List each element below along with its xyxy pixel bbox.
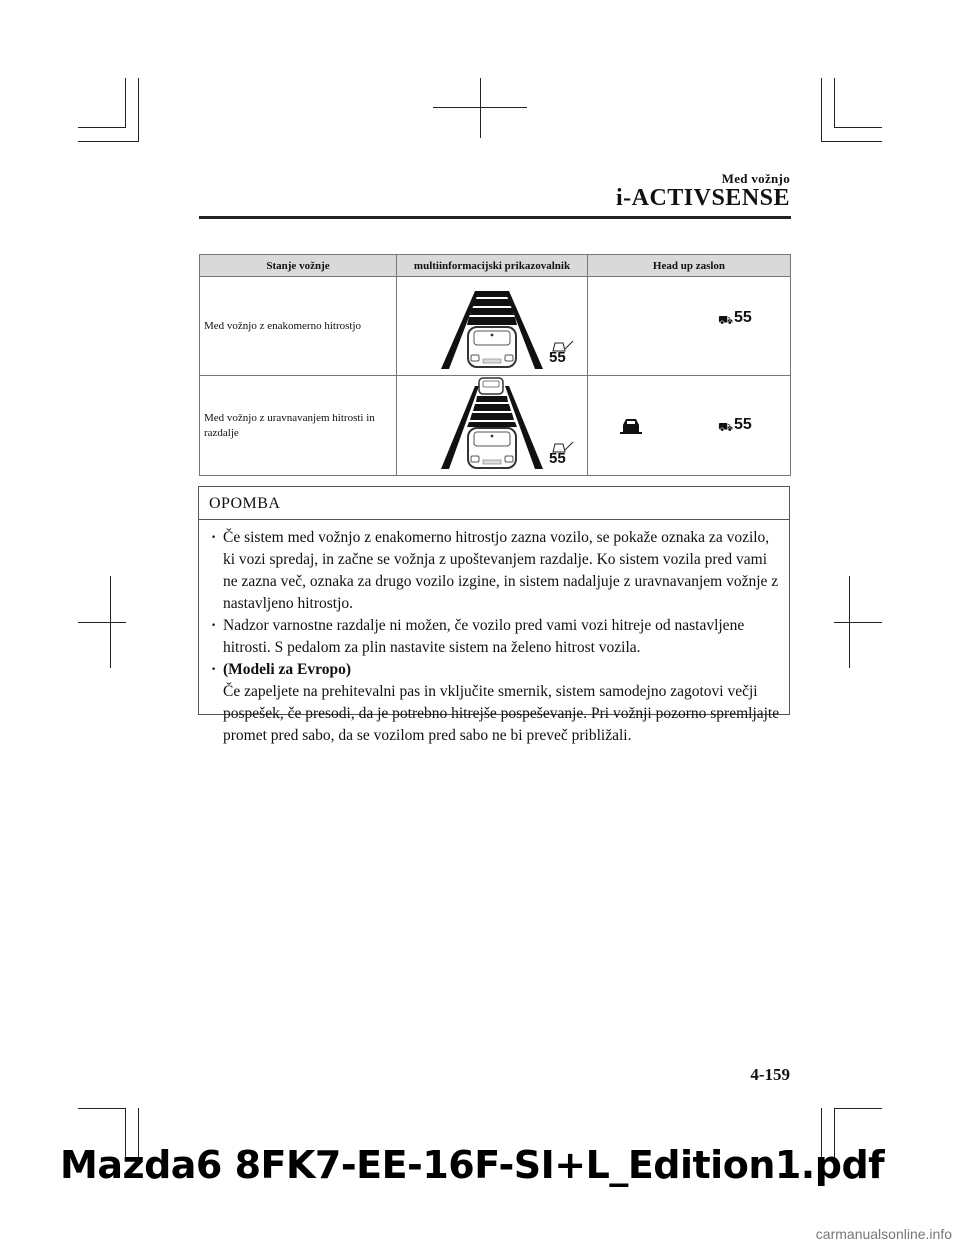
multi-info-display-illustration bbox=[397, 376, 588, 476]
crop-mark bbox=[78, 1108, 126, 1109]
cruise-icon: ⛟ bbox=[718, 420, 734, 434]
crop-mark bbox=[78, 622, 126, 623]
note-item-text: Če zapeljete na prehitevalni pas in vključite smernik, sistem samodejno zagotovi večji pospešek, če presodi, da je potrebno hitrejše pospeševanje. Pri vožnji pozorno spremljajte promet pred sabo, da se vozilom pred sabo ne bi preveč približali. bbox=[223, 683, 780, 744]
crop-mark bbox=[480, 78, 481, 138]
crop-mark bbox=[834, 1108, 882, 1109]
note-body bbox=[199, 520, 789, 747]
section-title: i-ACTIVSENSE bbox=[615, 185, 790, 211]
crop-mark bbox=[78, 141, 139, 142]
column-header: Head up zaslon bbox=[588, 255, 791, 277]
note-item: · Nadzor varnostne razdalje ni možen, če vozilo pred vami vozi hitreje od nastavljene hitrosti. S pedalom za plin nastavite sistem na želeno hitrost vozila. bbox=[207, 615, 783, 659]
note-item: · Če sistem med vožnjo z enakomerno hitrostjo zazna vozilo, se pokaže oznaka za vozilo, ki vozi spredaj, in začne se vožnja z upoštevanjem razdalje. Ko sistem vozila pred vami ne zazna več, oznaka za drugo vozilo izgine, in sistem nadaljuje z uravnavanjem vožnje z nastavljeno hitrostjo. bbox=[207, 527, 783, 615]
hud-speed-value: 55 bbox=[734, 309, 752, 326]
section-rule bbox=[199, 216, 791, 219]
crop-mark bbox=[834, 127, 882, 128]
crop-mark bbox=[834, 78, 835, 128]
crop-mark bbox=[821, 78, 822, 142]
display-table bbox=[199, 254, 791, 476]
note-title: OPOMBA bbox=[199, 487, 789, 520]
crop-mark bbox=[125, 78, 126, 128]
column-header: Stanje vožnje bbox=[200, 255, 397, 277]
page-number: 4-159 bbox=[750, 1065, 790, 1084]
column-header: multiinformacijski prikazovalnik bbox=[397, 255, 588, 277]
condition-cell: Med vožnjo z enakomerno hitrostjo bbox=[200, 277, 397, 376]
multi-info-display-illustration bbox=[397, 277, 588, 376]
crop-mark bbox=[834, 622, 882, 623]
head-up-display-cell bbox=[588, 376, 791, 476]
crop-mark bbox=[821, 141, 882, 142]
note-item bbox=[207, 659, 783, 747]
note-box bbox=[198, 486, 790, 744]
crop-mark bbox=[110, 576, 111, 668]
crop-mark bbox=[849, 576, 850, 668]
crop-mark bbox=[138, 78, 139, 142]
document-filename: Mazda6 8FK7-EE-16F-SI+L_Edition1.pdf bbox=[60, 1143, 885, 1187]
note-item-heading: · (Modeli za Evropo) bbox=[223, 661, 352, 678]
cruise-icon: ⛟ bbox=[718, 313, 734, 327]
vehicle-ahead-icon bbox=[620, 417, 642, 435]
watermark: carmanualsonline.info bbox=[815, 1226, 952, 1242]
table-row bbox=[200, 277, 791, 376]
hud-speed-value: 55 bbox=[734, 416, 752, 433]
section-subtitle: Med vožnjo bbox=[721, 171, 790, 186]
table-row bbox=[200, 376, 791, 476]
head-up-display-cell bbox=[588, 277, 791, 376]
table-header-row bbox=[200, 255, 791, 277]
set-speed-value: 55 bbox=[549, 349, 566, 366]
condition-cell: Med vožnjo z uravnavanjem hitrosti in razdalje bbox=[200, 376, 397, 476]
crop-mark bbox=[78, 127, 126, 128]
set-speed-value: 55 bbox=[549, 450, 566, 467]
